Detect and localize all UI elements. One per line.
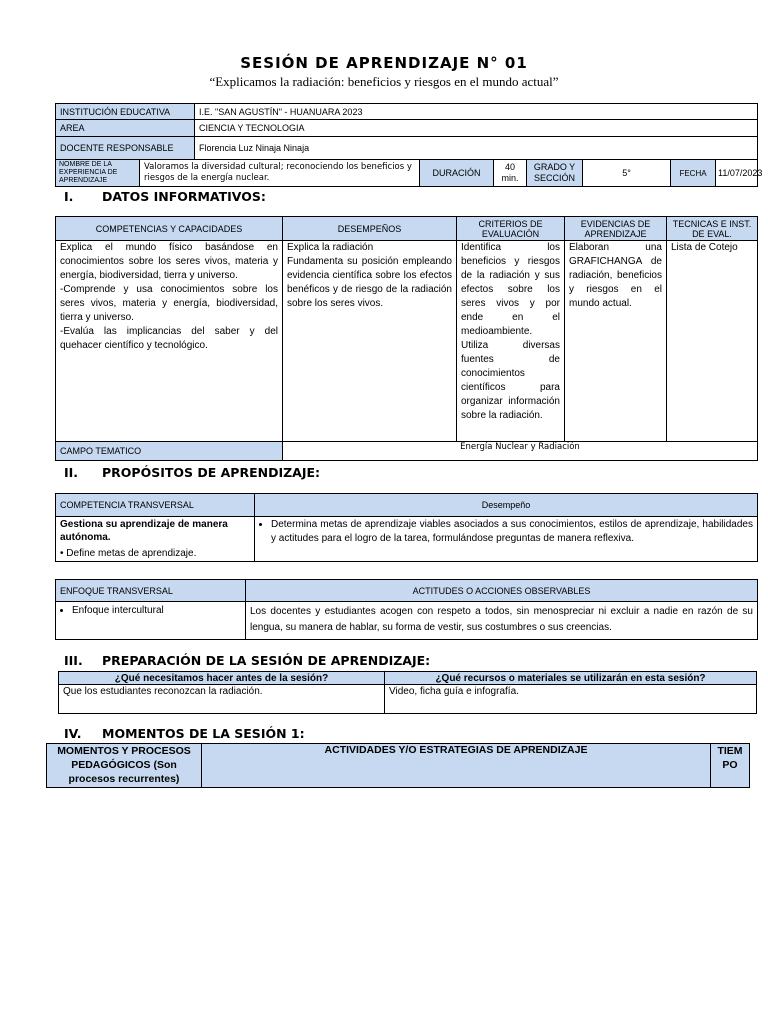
- section-1-number: I.: [64, 189, 74, 204]
- desempeno-cell: [255, 517, 758, 562]
- enfoque-header: ENFOQUE TRANSVERSAL: [56, 580, 246, 602]
- datos-table: [55, 216, 758, 461]
- duracion-label: DURACIÓN: [420, 160, 494, 187]
- section-2-title: PROPÓSITOS DE APRENDIZAJE:: [102, 465, 321, 480]
- institucion-label: INSTITUCIÓN EDUCATIVA: [56, 104, 195, 120]
- section-3-heading: [64, 653, 430, 668]
- docente-value: Florencia Luz Ninaja Ninaja: [195, 137, 758, 160]
- campo-label: CAMPO TEMATICO: [56, 442, 283, 461]
- answer-before: Que los estudiantes reconozcan la radiación.: [59, 685, 385, 714]
- comp-transversal-header: COMPETENCIA TRANSVERSAL: [56, 494, 255, 517]
- answer-resources: Video, ficha guía e infografía.: [385, 685, 757, 714]
- actitudes-cell: Los docentes y estudiantes acogen con respeto a todos, sin menospreciar ni excluir a nadie en razón de su lengua, su manera de hablar, su forma de vestir, sus costumbres o sus creencias.: [246, 602, 758, 640]
- section-4-title: MOMENTOS DE LA SESIÓN 1:: [102, 726, 305, 741]
- desempeno-header: Desempeño: [255, 494, 758, 517]
- grado-value: 5°: [583, 160, 671, 187]
- question-resources: ¿Qué recursos o materiales se utilizarán en esta sesión?: [385, 672, 757, 685]
- header-competencias: COMPETENCIAS Y CAPACIDADES: [56, 217, 283, 241]
- section-1-title: DATOS INFORMATIVOS:: [102, 189, 266, 204]
- duracion-value: 40 min.: [494, 160, 527, 187]
- area-label: AREA: [56, 120, 195, 137]
- section-3-title: PREPARACIÓN DE LA SESIÓN DE APRENDIZAJE:: [102, 653, 431, 668]
- info-table: [55, 103, 763, 187]
- evidencias-cell: Elaboran una GRAFICHANGA de radiación, beneficios y riesgos en el mundo actual.: [565, 241, 667, 442]
- momentos-header: MOMENTOS Y PROCESOS PEDAGÓGICOS (Son procesos recurrentes): [47, 744, 202, 788]
- section-4-heading: [64, 726, 305, 741]
- preparacion-table: [58, 671, 757, 714]
- section-4-number: IV.: [64, 726, 82, 741]
- comp-item: • Define metas de aprendizaje.: [60, 548, 197, 559]
- header-desempenos: DESEMPEÑOS: [283, 217, 457, 241]
- momentos-table: [46, 743, 750, 788]
- fecha-label: FECHA: [671, 160, 716, 187]
- tiempo-header: TIEMPO: [711, 744, 750, 788]
- docente-label: DOCENTE RESPONSABLE: [56, 137, 195, 160]
- desempenos-cell: Explica la radiación Fundamenta su posición empleando evidencia científica sobre los efectos benéficos y de riesgo de la radiación sobre los seres vivos.: [283, 241, 457, 442]
- page-title: SESIÓN DE APRENDIZAJE N° 01: [240, 54, 528, 72]
- section-1-heading: [64, 189, 266, 204]
- header-criterios: CRITERIOS DE EVALUACIÓN: [457, 217, 565, 241]
- fecha-value: 11/07/2023: [716, 160, 758, 187]
- actividades-header: ACTIVIDADES Y/O ESTRATEGIAS DE APRENDIZAJE: [202, 744, 711, 788]
- comp-item-text: Define metas de aprendizaje.: [66, 548, 197, 559]
- grado-label: GRADO Y SECCIÓN: [527, 160, 583, 187]
- header-evidencias: EVIDENCIAS DE APRENDIZAJE: [565, 217, 667, 241]
- comp-title: Gestiona su aprendizaje de manera autónoma.: [60, 519, 228, 543]
- competencias-cell: Explica el mundo físico basándose en conocimientos sobre los seres vivos, materia y energía, biodiversidad, tierra y universo. -Comprende y usa conocimientos sobre los seres vivos, materia y energía, biodiversidad, tierra y universo. -Evalúa las implicancias del saber y del quehacer científico y tecnológico.: [56, 241, 283, 442]
- actitudes-header: ACTITUDES O ACCIONES OBSERVABLES: [246, 580, 758, 602]
- desempeno-item: • Determina metas de aprendizaje viables asociados a sus conocimientos, estilos de aprendizaje, habilidades y actitudes para el logro de la tarea, formulándose preguntas de manera reflexiva.: [271, 518, 753, 546]
- enfoque-item: • Enfoque intercultural: [72, 604, 241, 618]
- section-3-number: III.: [64, 653, 83, 668]
- experiencia-value: Valoramos la diversidad cultural; reconociendo los beneficios y riesgos de la energía nuclear.: [140, 160, 420, 187]
- comp-transversal-cell: [56, 517, 255, 562]
- enfoque-cell: [56, 602, 246, 640]
- campo-value: Energía Nuclear y Radiación: [283, 442, 758, 461]
- tecnicas-cell: Lista de Cotejo: [667, 241, 758, 442]
- header-tecnicas: TECNICAS E INST. DE EVAL.: [667, 217, 758, 241]
- question-before: ¿Qué necesitamos hacer antes de la sesión?: [59, 672, 385, 685]
- competencia-table: [55, 493, 758, 562]
- enfoque-table: [55, 579, 758, 640]
- section-2-number: II.: [64, 465, 79, 480]
- institucion-value: I.E. "SAN AGUSTÍN" - HUANUARA 2023: [195, 104, 758, 120]
- section-2-heading: [64, 465, 320, 480]
- experiencia-label: NOMBRE DE LA EXPERIENCIA DE APRENDIZAJE: [56, 160, 140, 187]
- page-subtitle: “Explicamos la radiación: beneficios y riesgos en el mundo actual”: [209, 74, 559, 89]
- criterios-cell: Identifica los beneficios y riesgos de la radiación y sus efectos sobre los seres vivos y por ende en el medioambiente. Utiliza diversas fuentes de conocimientos científicos para organizar información sobre la radiación.: [457, 241, 565, 442]
- area-value: CIENCIA Y TECNOLOGIA: [195, 120, 758, 137]
